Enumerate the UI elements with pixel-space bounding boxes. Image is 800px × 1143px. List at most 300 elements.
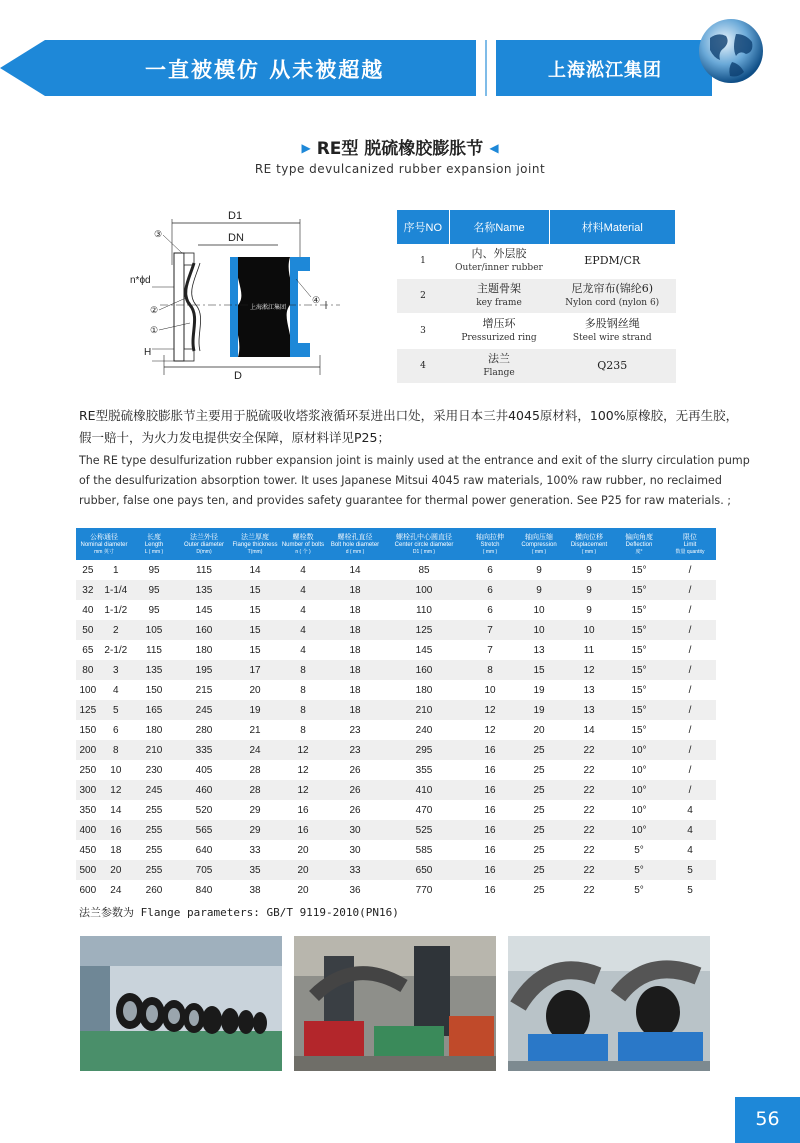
spec-cell: 18: [328, 660, 382, 680]
spec-cell: 22: [564, 880, 614, 900]
spec-header-en: Length: [144, 542, 164, 548]
spec-cell: /: [664, 560, 716, 580]
spec-cell: 8: [278, 720, 328, 740]
spec-cell: 295: [382, 740, 466, 760]
table-row: [76, 880, 716, 900]
spec-cell: 10°: [614, 820, 664, 840]
material-cn: 尼龙帘布(锦纶6): [571, 282, 654, 295]
spec-cell: 640: [176, 840, 232, 860]
spec-cell: 10°: [614, 740, 664, 760]
spec-cell: 29: [232, 800, 278, 820]
spec-cell: 22: [564, 740, 614, 760]
table-row: [397, 314, 676, 349]
spec-cell: 250: [76, 760, 100, 780]
spec-cell: 36: [328, 880, 382, 900]
table-row: [76, 860, 716, 880]
spec-cell: 14: [564, 720, 614, 740]
label-d: D: [234, 370, 242, 382]
spec-cell: 13: [514, 640, 564, 660]
spec-cell: 105: [132, 620, 176, 640]
spec-cell: 22: [564, 820, 614, 840]
spec-cell: 4: [278, 600, 328, 620]
spec-header-en: Displacement: [570, 542, 608, 548]
spec-cell: 65: [76, 640, 100, 660]
spec-header-en: Outer diameter: [183, 542, 225, 548]
spec-cell: 19: [232, 700, 278, 720]
specs-table: [76, 528, 716, 900]
table-row: [76, 700, 716, 720]
spec-cell: 15: [232, 620, 278, 640]
spec-cell: 5°: [614, 880, 664, 900]
spec-cell: 6: [466, 560, 514, 580]
spec-cell: /: [664, 740, 716, 760]
spec-cell: 30: [328, 820, 382, 840]
spec-cell: 585: [382, 840, 466, 860]
spec-cell: 8: [466, 660, 514, 680]
spec-cell: 4: [278, 620, 328, 640]
spec-cell: 4: [278, 580, 328, 600]
spec-header-unit: mm 英寸: [94, 549, 114, 555]
spec-cell: 405: [176, 760, 232, 780]
spec-cell: /: [664, 640, 716, 660]
spec-cell: 705: [176, 860, 232, 880]
table-row: [76, 680, 716, 700]
spec-cell: 1-1/4: [100, 580, 132, 600]
row-no: 3: [397, 314, 449, 349]
name-en: key frame: [476, 298, 522, 308]
spec-cell: 25: [514, 780, 564, 800]
spec-cell: 10°: [614, 760, 664, 780]
spec-cell: 460: [176, 780, 232, 800]
spec-cell: 18: [328, 580, 382, 600]
spec-cell: 9: [514, 580, 564, 600]
table-row: [76, 740, 716, 760]
spec-cell: 135: [176, 580, 232, 600]
photo-pumps: [508, 936, 710, 1071]
spec-cell: 18: [328, 700, 382, 720]
spec-cell: 14: [328, 560, 382, 580]
spec-header-unit: T(mm): [247, 549, 263, 555]
spec-cell: 16: [466, 860, 514, 880]
spec-header-cn: 横向位移: [575, 534, 603, 541]
spec-cell: 16: [466, 880, 514, 900]
spec-cell: 25: [514, 800, 564, 820]
spec-header-cn: 螺栓孔直径: [337, 534, 373, 541]
spec-cell: 5°: [614, 860, 664, 880]
spec-header-unit: ( mm ): [531, 549, 547, 555]
spec-cell: 10°: [614, 800, 664, 820]
spec-cell: 770: [382, 880, 466, 900]
spec-cell: 95: [132, 580, 176, 600]
spec-cell: 145: [382, 640, 466, 660]
spec-cell: 23: [328, 740, 382, 760]
spec-header-unit: L ( mm ): [144, 549, 164, 555]
spec-cell: 16: [100, 820, 132, 840]
spec-cell: 25: [76, 560, 100, 580]
spec-cell: 12: [100, 780, 132, 800]
spec-cell: /: [664, 580, 716, 600]
spec-header-cn: 轴向压缩: [525, 534, 553, 541]
photo-pipes: [294, 936, 496, 1071]
spec-cell: 6: [100, 720, 132, 740]
spec-header-1: [132, 528, 176, 560]
header-material: 材料Material: [549, 210, 676, 244]
spec-header-en: Nominal diameter: [80, 542, 128, 548]
spec-cell: 4: [278, 560, 328, 580]
spec-cell: 15°: [614, 620, 664, 640]
slogan: 一直被模仿 从未被超越: [145, 58, 385, 82]
spec-cell: 10: [514, 600, 564, 620]
spec-header-unit: D1 ( mm ): [412, 549, 436, 555]
photo-warehouse: [80, 936, 282, 1071]
spec-cell: 450: [76, 840, 100, 860]
spec-cell: 1-1/2: [100, 600, 132, 620]
spec-header-en: Number of bolts: [281, 542, 325, 548]
spec-cell: 280: [176, 720, 232, 740]
spec-cell: 15°: [614, 700, 664, 720]
spec-header-8: [514, 528, 564, 560]
triangle-left-icon: ◀: [489, 141, 499, 155]
header-no: 序号NO: [397, 210, 449, 244]
name-en: Flange: [483, 368, 515, 378]
spec-cell: 165: [132, 700, 176, 720]
spec-cell: 18: [328, 620, 382, 640]
triangle-right-icon: ▶: [301, 141, 311, 155]
spec-cell: 30: [328, 840, 382, 860]
spec-cell: 650: [382, 860, 466, 880]
spec-cell: 245: [132, 780, 176, 800]
callout-2: ②: [150, 305, 159, 315]
spec-cell: /: [664, 760, 716, 780]
spec-cell: 25: [514, 740, 564, 760]
spec-cell: 110: [382, 600, 466, 620]
specs-header-row: [76, 528, 716, 560]
spec-cell: 125: [76, 700, 100, 720]
spec-cell: 12: [278, 740, 328, 760]
table-row: [397, 279, 676, 314]
spec-cell: 15°: [614, 680, 664, 700]
spec-cell: 6: [466, 580, 514, 600]
name-en: Outer/inner rubber: [455, 263, 543, 273]
spec-cell: 15°: [614, 600, 664, 620]
spec-cell: 4: [664, 820, 716, 840]
spec-cell: 85: [382, 560, 466, 580]
table-row: [76, 580, 716, 600]
spec-cell: 25: [514, 860, 564, 880]
spec-cell: 16: [466, 740, 514, 760]
spec-header-6: [382, 528, 466, 560]
spec-header-0: [76, 528, 132, 560]
spec-cell: 135: [132, 660, 176, 680]
spec-header-4: [278, 528, 328, 560]
materials-table: [397, 210, 676, 384]
name-cn: 内、外层胶: [471, 247, 527, 260]
spec-cell: 12: [564, 660, 614, 680]
spec-cell: 15°: [614, 580, 664, 600]
spec-cell: 10°: [614, 780, 664, 800]
spec-cell: 520: [176, 800, 232, 820]
spec-cell: /: [664, 700, 716, 720]
spec-cell: 15: [232, 600, 278, 620]
spec-header-cn: 螺栓数: [292, 534, 314, 541]
spec-cell: 12: [466, 720, 514, 740]
spec-cell: 195: [176, 660, 232, 680]
label-dn: DN: [228, 232, 244, 244]
spec-cell: /: [664, 780, 716, 800]
product-title-cn: [0, 134, 800, 159]
spec-cell: 24: [232, 740, 278, 760]
table-row: [76, 620, 716, 640]
spec-cell: 7: [466, 640, 514, 660]
spec-cell: 8: [100, 740, 132, 760]
spec-cell: 22: [564, 840, 614, 860]
row-no: 2: [397, 279, 449, 314]
spec-cell: 25: [514, 820, 564, 840]
globe-icon: [696, 16, 766, 86]
spec-cell: 13: [564, 680, 614, 700]
spec-cell: 23: [328, 720, 382, 740]
page-number: 56: [735, 1097, 800, 1143]
spec-cell: 95: [132, 560, 176, 580]
label-d1: D1: [228, 210, 243, 222]
spec-cell: 24: [100, 880, 132, 900]
table-row: [76, 660, 716, 680]
spec-header-cn: 螺栓孔中心圆直径: [396, 534, 452, 541]
spec-cell: /: [664, 620, 716, 640]
label-h: H: [144, 347, 152, 358]
callout-4: ④: [312, 295, 321, 305]
spec-cell: 7: [466, 620, 514, 640]
spec-cell: 28: [232, 760, 278, 780]
spec-cell: 180: [382, 680, 466, 700]
spec-header-cn: 限位: [683, 534, 697, 541]
spec-cell: 240: [382, 720, 466, 740]
spec-cell: 19: [514, 700, 564, 720]
spec-header-cn: 偏向角度: [625, 534, 653, 541]
spec-header-unit: 数量 quantity: [675, 549, 705, 555]
spec-cell: 8: [278, 680, 328, 700]
spec-header-unit: 度°: [635, 549, 643, 555]
spec-cell: 335: [176, 740, 232, 760]
spec-cell: 4: [664, 800, 716, 820]
spec-cell: 3: [100, 660, 132, 680]
spec-cell: 12: [278, 780, 328, 800]
name-cn: 主题骨架: [477, 282, 521, 295]
spec-header-en: Center circle diameter: [394, 542, 454, 548]
spec-cell: 18: [100, 840, 132, 860]
spec-header-en: Deflection: [625, 542, 653, 548]
spec-cell: 21: [232, 720, 278, 740]
spec-cell: 15: [232, 580, 278, 600]
spec-cell: 15: [232, 640, 278, 660]
spec-cell: 22: [564, 780, 614, 800]
material-en: Steel wire strand: [572, 333, 652, 343]
description-en: The RE type desulfurization rubber expansion joint is mainly used at the entrance and exit of the slurry circulation pump of the desulfurization absorption tower. It uses Japanese Mitsui 4045 raw materials, 100% raw rubber, no reclaimed rubber, false one pays ten, and provides safety guarantee for thermal power generation. See P25 for raw materials. ;: [79, 454, 750, 507]
spec-cell: 9: [514, 560, 564, 580]
material-cn: 多股钢丝绳: [584, 317, 640, 330]
row-no: 4: [397, 349, 449, 384]
header-name: 名称Name: [449, 210, 549, 244]
table-row: [76, 840, 716, 860]
spec-cell: 22: [564, 860, 614, 880]
spec-cell: 29: [232, 820, 278, 840]
spec-cell: 410: [382, 780, 466, 800]
banner-shape: [0, 40, 800, 96]
spec-cell: 260: [132, 880, 176, 900]
spec-cell: 40: [76, 600, 100, 620]
spec-cell: 4: [664, 840, 716, 860]
spec-cell: 20: [278, 880, 328, 900]
spec-cell: 600: [76, 880, 100, 900]
spec-cell: 19: [514, 680, 564, 700]
spec-cell: 9: [564, 600, 614, 620]
spec-cell: 20: [514, 720, 564, 740]
spec-cell: 245: [176, 700, 232, 720]
spec-cell: 17: [232, 660, 278, 680]
spec-cell: 25: [514, 880, 564, 900]
spec-cell: 4: [278, 640, 328, 660]
title-cn-text: RE型 脱硫橡胶膨胀节: [316, 139, 484, 159]
name-cn: 法兰: [488, 352, 510, 365]
spec-cell: 255: [132, 820, 176, 840]
spec-cell: 1: [100, 560, 132, 580]
spec-cell: 20: [100, 860, 132, 880]
spec-cell: 150: [132, 680, 176, 700]
spec-cell: 145: [176, 600, 232, 620]
spec-cell: 200: [76, 740, 100, 760]
spec-header-2: [176, 528, 232, 560]
row-no: 1: [397, 244, 449, 279]
spec-cell: 16: [278, 800, 328, 820]
callout-3: ③: [154, 229, 163, 239]
spec-cell: 20: [278, 860, 328, 880]
spec-cell: 16: [466, 780, 514, 800]
body-label: 上海淞江集团: [250, 305, 287, 311]
spec-header-en: Compression: [521, 542, 557, 548]
spec-cell: 125: [382, 620, 466, 640]
spec-cell: 16: [466, 800, 514, 820]
spec-cell: 25: [514, 840, 564, 860]
spec-cell: 80: [76, 660, 100, 680]
spec-header-unit: d ( mm ): [345, 549, 365, 555]
spec-cell: 15: [514, 660, 564, 680]
spec-cell: 15°: [614, 560, 664, 580]
spec-cell: 38: [232, 880, 278, 900]
spec-cell: /: [664, 720, 716, 740]
table-row: [76, 720, 716, 740]
spec-cell: 26: [328, 800, 382, 820]
spec-cell: 255: [132, 860, 176, 880]
spec-cell: 33: [328, 860, 382, 880]
material-cn: EPDM/CR: [584, 254, 641, 267]
spec-cell: 13: [564, 700, 614, 720]
spec-cell: 22: [564, 760, 614, 780]
spec-header-5: [328, 528, 382, 560]
table-row: [76, 820, 716, 840]
spec-cell: 22: [564, 800, 614, 820]
spec-header-unit: ( mm ): [482, 549, 498, 555]
spec-header-cn: 公称通径: [90, 534, 118, 541]
spec-cell: 50: [76, 620, 100, 640]
spec-cell: 470: [382, 800, 466, 820]
spec-cell: 5: [664, 880, 716, 900]
description-cn: RE型脱硫橡胶膨胀节主要用于脱硫吸收塔浆液循环泵进出口处，采用日本三井4045原材料，100%原橡胶，无再生胶，假一赔十，为火力发电提供安全保障，原材料详见P25；: [79, 408, 739, 445]
spec-cell: 215: [176, 680, 232, 700]
company-name: 上海淞江集团: [548, 60, 662, 81]
spec-cell: 16: [278, 820, 328, 840]
spec-cell: 9: [564, 560, 614, 580]
spec-cell: 5: [664, 860, 716, 880]
spec-header-10: [614, 528, 664, 560]
spec-cell: 15°: [614, 640, 664, 660]
spec-header-11: [664, 528, 716, 560]
material-cn: Q235: [597, 359, 628, 372]
spec-cell: 18: [328, 600, 382, 620]
spec-header-cn: 长度: [147, 534, 161, 541]
spec-header-7: [466, 528, 514, 560]
spec-header-unit: D(mm): [196, 549, 212, 555]
spec-header-en: Flange thickness: [232, 542, 278, 548]
flange-note: 法兰参数为 Flange parameters: GB/T 9119-2010(PN16): [79, 906, 399, 919]
spec-cell: 35: [232, 860, 278, 880]
label-nd: n*ϕd: [130, 275, 151, 286]
spec-cell: 350: [76, 800, 100, 820]
spec-cell: 4: [100, 680, 132, 700]
spec-cell: 10: [564, 620, 614, 640]
spec-header-cn: 法兰外径: [190, 534, 218, 541]
spec-header-unit: ( mm ): [581, 549, 597, 555]
spec-cell: 15°: [614, 720, 664, 740]
spec-cell: 160: [176, 620, 232, 640]
table-row: [76, 600, 716, 620]
spec-cell: 10: [514, 620, 564, 640]
spec-cell: 16: [466, 820, 514, 840]
spec-header-cn: 法兰厚度: [241, 534, 269, 541]
spec-cell: 12: [466, 700, 514, 720]
spec-cell: 32: [76, 580, 100, 600]
spec-cell: 11: [564, 640, 614, 660]
header-banner: [0, 40, 800, 96]
spec-header-en: Limit: [683, 542, 697, 548]
spec-cell: 5°: [614, 840, 664, 860]
spec-cell: 26: [328, 760, 382, 780]
spec-header-unit: n ( 个 ): [295, 549, 311, 555]
material-en: Nylon cord (nylon 6): [565, 298, 660, 308]
spec-cell: 8: [278, 700, 328, 720]
spec-cell: 2-1/2: [100, 640, 132, 660]
spec-cell: 115: [176, 560, 232, 580]
table-row: [76, 760, 716, 780]
spec-cell: 20: [278, 840, 328, 860]
spec-cell: 160: [382, 660, 466, 680]
table-row: [397, 244, 676, 279]
spec-header-en: Bolt hole diameter: [330, 542, 380, 548]
spec-cell: 26: [328, 780, 382, 800]
name-cn: 增压环: [482, 317, 516, 330]
product-title-en: RE type devulcanized rubber expansion joint: [254, 162, 546, 176]
table-row: [76, 780, 716, 800]
spec-cell: 6: [466, 600, 514, 620]
spec-header-cn: 轴向拉伸: [476, 534, 504, 541]
spec-cell: 8: [278, 660, 328, 680]
technical-drawing: [130, 205, 355, 385]
spec-cell: 18: [328, 640, 382, 660]
spec-cell: 16: [466, 760, 514, 780]
spec-cell: 18: [328, 680, 382, 700]
spec-cell: 180: [176, 640, 232, 660]
spec-cell: 300: [76, 780, 100, 800]
spec-cell: 2: [100, 620, 132, 640]
